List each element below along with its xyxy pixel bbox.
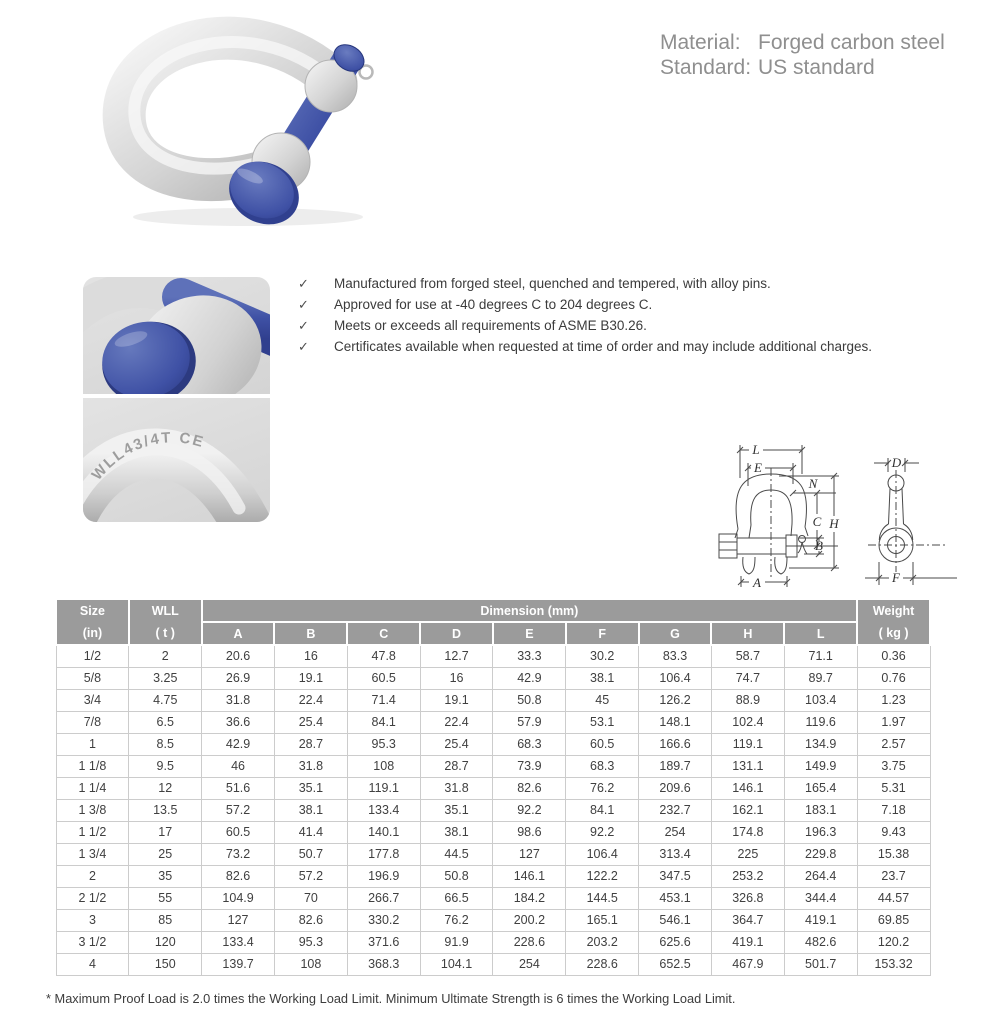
closeup-bow-illustration: [83, 398, 270, 522]
table-cell: 84.1: [347, 712, 420, 734]
table-cell: 203.2: [566, 932, 639, 954]
table-cell: 12: [129, 778, 202, 800]
table-cell: 165.1: [566, 910, 639, 932]
shackle-photo-illustration: [98, 16, 400, 228]
table-cell: 35.1: [420, 800, 493, 822]
feature-item: [298, 297, 978, 318]
table-cell: 7/8: [56, 712, 129, 734]
table-row: [56, 734, 930, 756]
standard-label: Standard:: [660, 56, 752, 79]
table-cell: 45: [566, 690, 639, 712]
table-cell: 228.6: [493, 932, 566, 954]
material-row: [660, 30, 945, 55]
dim-label-B: B: [815, 538, 823, 553]
table-cell: 1 3/4: [56, 844, 129, 866]
table-cell: 58.7: [711, 645, 784, 668]
table-cell: 46: [202, 756, 275, 778]
table-cell: 209.6: [639, 778, 712, 800]
table-cell: 13.5: [129, 800, 202, 822]
dim-label-C: C: [812, 514, 822, 529]
table-cell: 57.2: [202, 800, 275, 822]
table-cell: 20.6: [202, 645, 275, 668]
table-cell: 3 1/2: [56, 932, 129, 954]
table-cell: 253.2: [711, 866, 784, 888]
table-cell: 106.4: [566, 844, 639, 866]
check-icon: ✓: [298, 339, 309, 354]
table-cell: 36.6: [202, 712, 275, 734]
table-cell: 71.1: [784, 645, 857, 668]
col-header-weight-unit: ( kg ): [878, 626, 909, 640]
feature-item: [298, 276, 978, 297]
table-cell: 38.1: [274, 800, 347, 822]
table-row: [56, 645, 930, 668]
table-cell: 68.3: [566, 756, 639, 778]
table-cell: 127: [493, 844, 566, 866]
dim-col-header: E: [493, 622, 566, 645]
table-cell: 225: [711, 844, 784, 866]
dim-label-A: A: [753, 575, 761, 590]
table-cell: 229.8: [784, 844, 857, 866]
feature-text: Approved for use at -40 degrees C to 204 degrees C.: [334, 297, 653, 312]
table-cell: 38.1: [566, 668, 639, 690]
table-cell: 82.6: [493, 778, 566, 800]
table-cell: 25.4: [274, 712, 347, 734]
dim-label-H: H: [829, 516, 839, 531]
table-cell: 33.3: [493, 645, 566, 668]
col-header-wll: [129, 599, 202, 645]
table-cell: 254: [493, 954, 566, 976]
table-cell: 41.4: [274, 822, 347, 844]
table-cell: 44.57: [857, 888, 930, 910]
table-cell: 326.8: [711, 888, 784, 910]
table-cell: 1 1/2: [56, 822, 129, 844]
material-label: Material:: [660, 31, 741, 54]
table-cell: 47.8: [347, 645, 420, 668]
table-cell: 16: [274, 645, 347, 668]
dim-col-header: F: [566, 622, 639, 645]
table-cell: 3: [56, 910, 129, 932]
table-cell: 35.1: [274, 778, 347, 800]
table-cell: 127: [202, 910, 275, 932]
table-cell: 150: [129, 954, 202, 976]
table-cell: 68.3: [493, 734, 566, 756]
table-cell: 166.6: [639, 734, 712, 756]
table-cell: 85: [129, 910, 202, 932]
table-cell: 371.6: [347, 932, 420, 954]
table-cell: 228.6: [566, 954, 639, 976]
table-cell: 60.5: [347, 668, 420, 690]
table-cell: 3.25: [129, 668, 202, 690]
table-cell: 28.7: [420, 756, 493, 778]
table-cell: 189.7: [639, 756, 712, 778]
dim-col-header: C: [347, 622, 420, 645]
table-cell: 200.2: [493, 910, 566, 932]
table-cell: 196.9: [347, 866, 420, 888]
dim-label-N: N: [808, 476, 818, 491]
closeup-photo-bow: [83, 398, 270, 522]
feature-item: [298, 339, 978, 360]
table-cell: 42.9: [202, 734, 275, 756]
dim-col-header: H: [711, 622, 784, 645]
table-cell: 546.1: [639, 910, 712, 932]
table-cell: 419.1: [711, 932, 784, 954]
table-cell: 6.5: [129, 712, 202, 734]
table-cell: 104.9: [202, 888, 275, 910]
standard-row: [660, 55, 945, 80]
table-cell: 25: [129, 844, 202, 866]
table-cell: 73.2: [202, 844, 275, 866]
table-cell: 254: [639, 822, 712, 844]
table-cell: 50.8: [493, 690, 566, 712]
table-cell: 69.85: [857, 910, 930, 932]
table-cell: 19.1: [420, 690, 493, 712]
dim-label-F: F: [892, 570, 900, 585]
table-cell: 266.7: [347, 888, 420, 910]
col-header-weight-label: Weight: [872, 604, 915, 618]
table-cell: 368.3: [347, 954, 420, 976]
table-cell: 3/4: [56, 690, 129, 712]
table-cell: 30.2: [566, 645, 639, 668]
table-cell: 25.4: [420, 734, 493, 756]
material-value: Forged carbon steel: [758, 31, 945, 54]
table-cell: 1 1/8: [56, 756, 129, 778]
table-cell: 42.9: [493, 668, 566, 690]
dim-col-header: B: [274, 622, 347, 645]
table-row: [56, 844, 930, 866]
table-row: [56, 822, 930, 844]
table-cell: 120: [129, 932, 202, 954]
table-cell: 482.6: [784, 932, 857, 954]
table-cell: 60.5: [202, 822, 275, 844]
table-cell: 66.5: [420, 888, 493, 910]
feature-text: Manufactured from forged steel, quenched and tempered, with alloy pins.: [334, 276, 771, 291]
table-cell: 82.6: [202, 866, 275, 888]
table-cell: 119.1: [711, 734, 784, 756]
technical-drawing: [705, 426, 965, 594]
col-header-wll-label: WLL: [151, 604, 179, 618]
table-cell: 26.9: [202, 668, 275, 690]
feature-text: Certificates available when requested at time of order and may include additional charges.: [334, 339, 873, 354]
table-cell: 139.7: [202, 954, 275, 976]
table-cell: 2 1/2: [56, 888, 129, 910]
table-cell: 4: [56, 954, 129, 976]
closeup-photo-pin: [83, 277, 270, 394]
check-icon: ✓: [298, 297, 309, 312]
feature-item: [298, 318, 978, 339]
table-cell: 165.4: [784, 778, 857, 800]
table-cell: 82.6: [274, 910, 347, 932]
table-cell: 162.1: [711, 800, 784, 822]
table-cell: 149.9: [784, 756, 857, 778]
table-cell: 44.5: [420, 844, 493, 866]
table-cell: 19.1: [274, 668, 347, 690]
table-cell: 1: [56, 734, 129, 756]
table-cell: 232.7: [639, 800, 712, 822]
table-cell: 0.36: [857, 645, 930, 668]
table-cell: 73.9: [493, 756, 566, 778]
table-cell: 5/8: [56, 668, 129, 690]
table-row: [56, 910, 930, 932]
table-cell: 144.5: [566, 888, 639, 910]
table-cell: 7.18: [857, 800, 930, 822]
table-cell: 501.7: [784, 954, 857, 976]
table-cell: 119.6: [784, 712, 857, 734]
table-cell: 31.8: [274, 756, 347, 778]
table-cell: 1.97: [857, 712, 930, 734]
table-cell: 196.3: [784, 822, 857, 844]
table-cell: 0.76: [857, 668, 930, 690]
table-cell: 17: [129, 822, 202, 844]
table-cell: 50.7: [274, 844, 347, 866]
table-cell: 106.4: [639, 668, 712, 690]
stamp-text: WLL43/4T CE: [88, 429, 207, 484]
table-cell: 133.4: [347, 800, 420, 822]
dim-col-header: G: [639, 622, 712, 645]
table-cell: 28.7: [274, 734, 347, 756]
check-icon: ✓: [298, 318, 309, 333]
col-header-dimension: Dimension (mm): [202, 599, 857, 622]
hero-photo: [98, 16, 400, 228]
table-cell: 95.3: [347, 734, 420, 756]
table-cell: 88.9: [711, 690, 784, 712]
table-cell: 51.6: [202, 778, 275, 800]
table-row: [56, 954, 930, 976]
table-cell: 1.23: [857, 690, 930, 712]
closeup-pin-illustration: [83, 277, 270, 394]
dimension-diagram: [705, 426, 965, 594]
table-cell: 12.7: [420, 645, 493, 668]
dim-col-header: A: [202, 622, 275, 645]
table-cell: 131.1: [711, 756, 784, 778]
table-cell: 122.2: [566, 866, 639, 888]
table-cell: 57.9: [493, 712, 566, 734]
spec-table-container: [55, 598, 931, 976]
table-cell: 134.9: [784, 734, 857, 756]
table-cell: 76.2: [566, 778, 639, 800]
table-cell: 625.6: [639, 932, 712, 954]
table-cell: 419.1: [784, 910, 857, 932]
table-cell: 1/2: [56, 645, 129, 668]
table-cell: 31.8: [202, 690, 275, 712]
feature-list: [298, 276, 978, 360]
table-cell: 184.2: [493, 888, 566, 910]
table-cell: 57.2: [274, 866, 347, 888]
table-cell: 652.5: [639, 954, 712, 976]
table-cell: 50.8: [420, 866, 493, 888]
table-row: [56, 932, 930, 954]
footnote: * Maximum Proof Load is 2.0 times the Working Load Limit. Minimum Ultimate Strength is 6 times the Working Load Limit.: [46, 991, 736, 1006]
table-cell: 15.38: [857, 844, 930, 866]
table-cell: 177.8: [347, 844, 420, 866]
table-cell: 3.75: [857, 756, 930, 778]
table-cell: 16: [420, 668, 493, 690]
table-cell: 140.1: [347, 822, 420, 844]
table-row: [56, 712, 930, 734]
table-cell: 91.9: [420, 932, 493, 954]
table-cell: 453.1: [639, 888, 712, 910]
standard-value: US standard: [758, 56, 875, 79]
col-header-wll-unit: ( t ): [155, 626, 175, 640]
table-cell: 364.7: [711, 910, 784, 932]
table-cell: 95.3: [274, 932, 347, 954]
table-cell: 9.43: [857, 822, 930, 844]
table-row: [56, 690, 930, 712]
table-cell: 92.2: [566, 822, 639, 844]
dim-label-L: L: [752, 442, 760, 457]
dim-label-D: D: [891, 455, 902, 470]
table-row: [56, 866, 930, 888]
table-cell: 108: [274, 954, 347, 976]
material-info: [660, 30, 945, 80]
table-cell: 70: [274, 888, 347, 910]
table-cell: 1 3/8: [56, 800, 129, 822]
table-cell: 344.4: [784, 888, 857, 910]
table-cell: 71.4: [347, 690, 420, 712]
table-row: [56, 668, 930, 690]
table-cell: 60.5: [566, 734, 639, 756]
table-cell: 133.4: [202, 932, 275, 954]
table-cell: 1 1/4: [56, 778, 129, 800]
table-cell: 467.9: [711, 954, 784, 976]
table-cell: 2.57: [857, 734, 930, 756]
spec-table-header: [56, 599, 930, 645]
col-header-size-unit: (in): [82, 626, 103, 640]
spec-table-body: [56, 645, 930, 976]
table-cell: 35: [129, 866, 202, 888]
table-cell: 264.4: [784, 866, 857, 888]
table-cell: 23.7: [857, 866, 930, 888]
table-cell: 31.8: [420, 778, 493, 800]
table-cell: 22.4: [420, 712, 493, 734]
col-header-size: [56, 599, 129, 645]
check-icon: ✓: [298, 276, 309, 291]
table-row: [56, 756, 930, 778]
table-cell: 120.2: [857, 932, 930, 954]
table-cell: 183.1: [784, 800, 857, 822]
table-cell: 76.2: [420, 910, 493, 932]
table-cell: 2: [129, 645, 202, 668]
table-cell: 22.4: [274, 690, 347, 712]
table-cell: 9.5: [129, 756, 202, 778]
table-cell: 174.8: [711, 822, 784, 844]
table-cell: 119.1: [347, 778, 420, 800]
table-cell: 313.4: [639, 844, 712, 866]
table-cell: 330.2: [347, 910, 420, 932]
table-row: [56, 888, 930, 910]
table-cell: 84.1: [566, 800, 639, 822]
table-cell: 83.3: [639, 645, 712, 668]
dim-label-E: E: [754, 460, 762, 475]
table-cell: 4.75: [129, 690, 202, 712]
table-cell: 8.5: [129, 734, 202, 756]
table-cell: 98.6: [493, 822, 566, 844]
table-cell: 89.7: [784, 668, 857, 690]
dim-col-header: D: [420, 622, 493, 645]
table-cell: 153.32: [857, 954, 930, 976]
table-cell: 53.1: [566, 712, 639, 734]
table-cell: 92.2: [493, 800, 566, 822]
table-cell: 148.1: [639, 712, 712, 734]
table-cell: 2: [56, 866, 129, 888]
table-cell: 347.5: [639, 866, 712, 888]
dim-col-header: L: [784, 622, 857, 645]
table-cell: 146.1: [493, 866, 566, 888]
table-cell: 103.4: [784, 690, 857, 712]
table-cell: 108: [347, 756, 420, 778]
col-header-weight: [857, 599, 930, 645]
table-row: [56, 778, 930, 800]
table-cell: 55: [129, 888, 202, 910]
feature-text: Meets or exceeds all requirements of ASME B30.26.: [334, 318, 647, 333]
table-cell: 126.2: [639, 690, 712, 712]
table-cell: 146.1: [711, 778, 784, 800]
table-cell: 38.1: [420, 822, 493, 844]
table-cell: 104.1: [420, 954, 493, 976]
table-cell: 5.31: [857, 778, 930, 800]
table-cell: 102.4: [711, 712, 784, 734]
col-header-size-label: Size: [79, 604, 105, 618]
table-row: [56, 800, 930, 822]
spec-table: [55, 598, 931, 976]
table-cell: 74.7: [711, 668, 784, 690]
